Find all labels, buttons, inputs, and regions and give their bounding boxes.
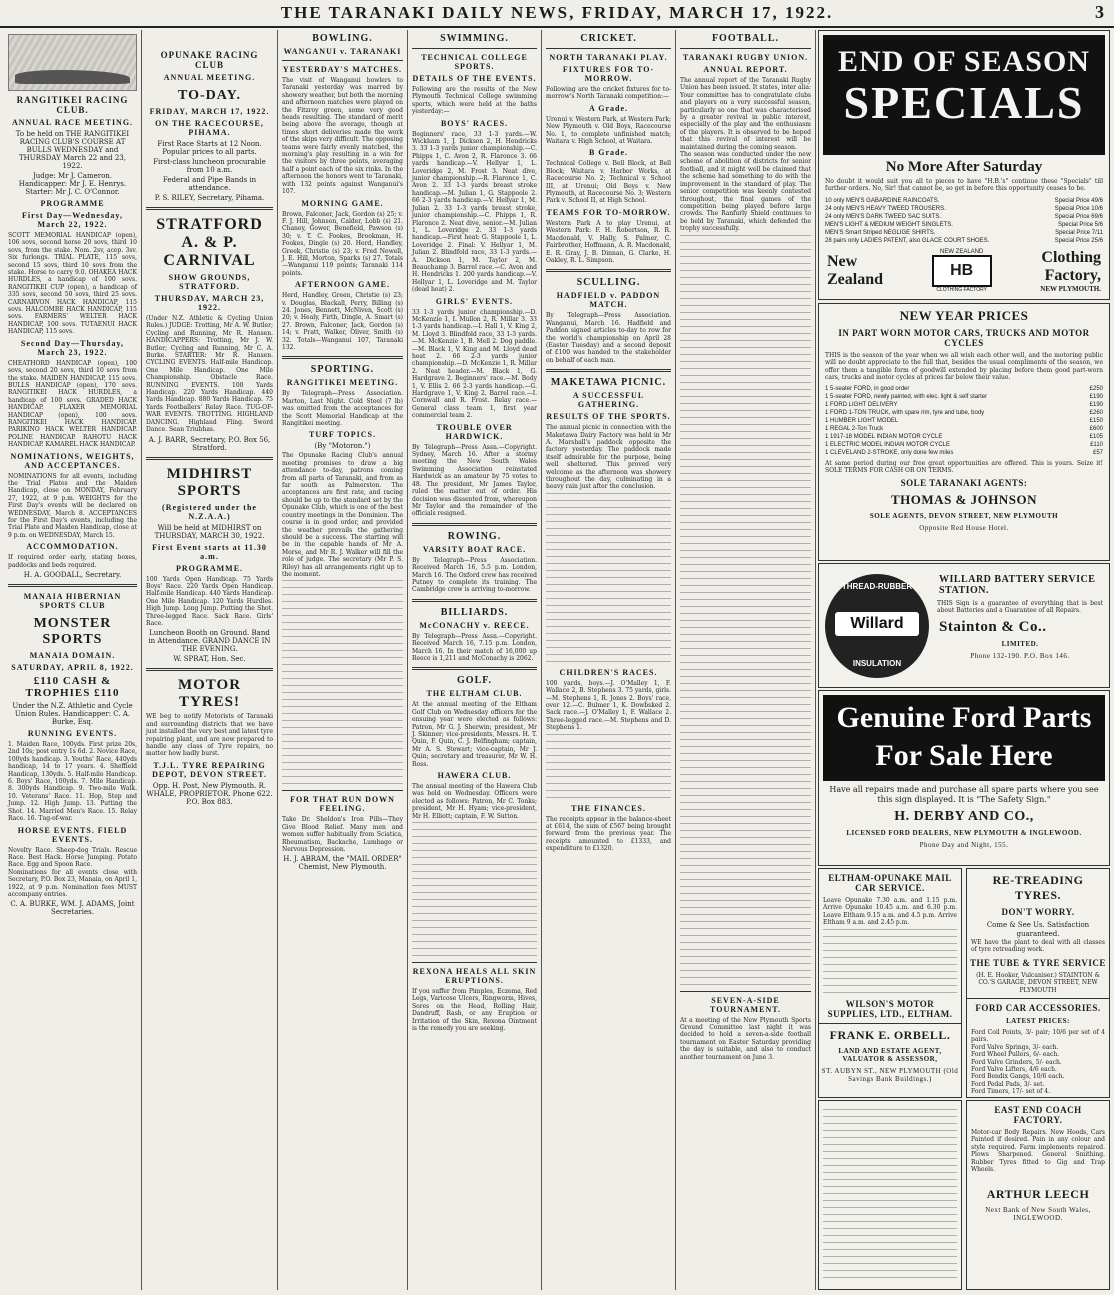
- body-text: If required order early, stating boxes, paddocks and beds required.: [8, 554, 137, 569]
- price-value: £600: [1089, 425, 1103, 432]
- price-row: [819, 205, 1109, 213]
- nz-label: New Zealand: [827, 252, 884, 288]
- article-text: By Telegraph—Press Association. Received March 16, 5.5 p.m. London, March 16. The Oxford crew has received Putney to complete its training. The Cambridge crew is arriving to-morrow.: [412, 556, 537, 594]
- price-item: 10 only MEN'S GABARDINE RAINCOATS.: [825, 197, 940, 204]
- column-2: [142, 30, 278, 1290]
- sub-heading: TEAMS FOR TO-MORROW.: [546, 207, 671, 217]
- price-value: Special Price 7/11: [1055, 229, 1103, 236]
- sub-heading: TURF TOPICS.: [309, 430, 376, 440]
- section-heading: ANNUAL MEETING.: [163, 73, 256, 82]
- sub-heading: A Grade.: [588, 103, 629, 113]
- willard-logo: THREAD-RUBBER Willard INSULATION: [825, 574, 929, 678]
- ford-banner: Genuine Ford Parts For Sale Here: [823, 695, 1105, 781]
- sub-heading: TECHNICAL COLLEGE SPORTS.: [421, 53, 528, 71]
- section-title: MAKETAWA PICNIC.: [550, 377, 667, 389]
- day-heading: First Day—Wednesday, March 22, 1922.: [22, 211, 123, 229]
- price-value: £260: [1089, 409, 1103, 416]
- sub-heading: CHILDREN'S RACES.: [559, 667, 658, 677]
- signature: H. A. GOODALL, Secretary.: [23, 571, 122, 580]
- section-title: FOOTBALL.: [711, 33, 780, 44]
- ad-heading: REXONA HEALS ALL SKIN ERUPTIONS.: [412, 967, 537, 986]
- signature: A. J. BARR, Secretary, P.O. Box 56, Stratford.: [148, 435, 271, 452]
- new-year-prices-ad: [818, 303, 1110, 561]
- sub-heading: TROUBLE OVER HARDWICK.: [436, 422, 513, 441]
- nominations-text: NOMINATIONS for all events, including the Trial Plates and the Maiden Handicap, close on MONDAY, February 27, 1922, at 9 p.m. WEIGHTS for the First Day's events will be declared on WEDNESDAY, March 8. ACCEPTANCES for the First Day's events, including the Trial Plate and Maiden Handicap, close at 9 p.m. on WEDNESDAY, March 15.: [8, 472, 137, 539]
- sub-heading: AFTERNOON GAME.: [295, 280, 390, 290]
- signature: W. SPRAT, Hon. Sec.: [173, 655, 246, 664]
- price-list: [819, 197, 1109, 245]
- event-list: 1. Maiden Race, 100yds. First prize 20s, 2nd 10s; post entry 1s 6d. 2. Novice Race, 100yds handicap. 3. Youths' Race, 440yds handicap, 14 to 17 years. 4. Sheffield Handicap, 130yds. 5. Half-mile Handicap. 6. Boys' Race, 100yds. 7. Mile Handicap. 8. 300yds Handicap. 9. Two-mile Walk. 10. Veterans' Race. 11. Hop, Step and Jump. 12. High Jump. 13. Putting the Shot. 14. Married Men's Race. 15. Relay Race. 16. Tug-of-war.: [8, 741, 137, 823]
- hb-logo: NEW ZEALAND HB CLOTHING FACTORY: [932, 249, 992, 293]
- address: Opp. H. Post, New Plymouth. R. WHALE, PROPRIETOR. Phone 622. P.O. Box 883.: [146, 781, 273, 806]
- article-text: The season was conducted under the new scheme of abolition of districts for senior football, and it might well be claimed that the scheme had something to do with the improvement in the standard of play. The senior competition was keenly contested throughout, the final games of the competition being played before large crowds. The Ranfurly Shield continues to be held by Taranaki, which defended the trophy successfully.: [680, 151, 811, 233]
- article-text: By Telegraph—Press Association. Marton, Last Night. Cold Steel (7 lb) was omitted from the acceptances for the Scott Memorial Handicap at the Rangitikei meeting.: [282, 390, 403, 428]
- frank-sub: LAND AND ESTATE AGENT, VALUATOR & ASSESSOR,: [838, 1046, 942, 1063]
- agents-label: SOLE TARANAKI AGENTS:: [900, 478, 1028, 489]
- accessory-item: Ford Coil Points, 3/- pair; 10/6 per set of 4 pairs.: [971, 1029, 1105, 1044]
- location: SHOW GROUNDS, STRATFORD.: [168, 273, 251, 291]
- retreading-continued: [818, 1100, 962, 1290]
- sub-heading: GIRLS' EVENTS.: [435, 296, 514, 306]
- sub-heading: RESULTS OF THE SPORTS.: [546, 412, 671, 422]
- section-heading: ACCOMMODATION.: [26, 542, 119, 552]
- ad-text: If you suffer from Pimples, Eczema, Red Legs, Varicose Ulcers, Ringworm, Hives, Sores on the Head, Rolling Hair, Dandruff, Rash, or any Eruption or Irritation of the Skin, Rexona Ointment is the remedy you are seeking.: [412, 988, 537, 1033]
- column-4: [408, 30, 542, 1290]
- price-value: Special Price 5/6: [1057, 221, 1103, 228]
- section-heading: NOMINATIONS, WEIGHTS, AND ACCEPTANCES.: [10, 451, 135, 470]
- sub-heading: BOYS' RACES.: [440, 118, 509, 128]
- sub-heading: MORNING GAME.: [301, 198, 384, 208]
- signature: P. S. RILEY, Secretary, Pihama.: [154, 194, 265, 202]
- article-text: The receipts appear in the balance-sheet at £614, the sum of £567 being brought forward from the previous year. The receipts amounted to £1333, and expenditure to £1320.: [546, 815, 671, 853]
- price-item: 1 5-seater FORD, newly painted, with elec. light & self starter: [825, 393, 988, 400]
- article-text: Brown, Falconer, Jack, Gordon (s) 25; v. F. J. Hill, Johnson, Calder, Lobb (s) 21. Chaney, Gower, Benefield, Pawson (s) 30; v. T. C. Fookes, Brookman, H. Fookes, Dingle (s) 20. Herd, Handley, Greek, Christie (s) 23; v. Fred Newell, J. E. Hill, Morton, Sparks (s) 27. Totals—Wanganui 119 points; Taranaki 114 points.: [282, 210, 403, 277]
- wilsons-name: WILSON'S MOTOR SUPPLIES, LTD., ELTHAM.: [827, 998, 953, 1019]
- section-heading: PROGRAMME.: [175, 563, 244, 573]
- derby-phone: Phone Day and Night, 155.: [919, 841, 1009, 849]
- coach-title: EAST END COACH FACTORY.: [994, 1105, 1082, 1125]
- price-item: 1 ELECTRIC MODEL INDIAN MOTOR CYCLE: [825, 441, 951, 448]
- price-row: [819, 425, 1109, 433]
- closing-text: Nominations for all events close with Secretary, P.O. Box 23, Manaia, on April 1, 1922, at 9 p.m. Nomination fees MUST accompany entries.: [8, 868, 137, 898]
- event-date: SATURDAY, APRIL 8, 1922.: [11, 663, 134, 673]
- latest-prices-label: LATEST PRICES:: [1006, 1017, 1070, 1026]
- sub-heading: ANNUAL REPORT.: [703, 65, 788, 74]
- price-value: £57: [1092, 449, 1103, 456]
- agent-address: SOLE AGENTS, DEVON STREET, NEW PLYMOUTH: [869, 512, 1059, 521]
- price-item: MEN'S Smart Striped NEGLIGE SHIRTS.: [825, 229, 936, 236]
- accessory-item: Ford Valve Lifters, 4/6 each.: [971, 1066, 1057, 1074]
- event-title: STRATFORD A. & P. CARNIVAL: [156, 216, 263, 269]
- sub-heading: NORTH TARANAKI PLAY.: [549, 53, 668, 62]
- ad-signature: H. J. ABRAM, the "MAIL ORDER" Chemist, New Plymouth.: [283, 855, 402, 872]
- agent-name: THOMAS & JOHNSON: [891, 492, 1037, 508]
- willard-text: THIS Sign is a guarantee of everything that is best about Batteries and a Guarantee of all Repairs.: [937, 600, 1103, 615]
- price-item: 1 5-seater FORD, in good order: [825, 385, 910, 392]
- nyp-text: THIS is the season of the year when we all wish each other well, and the motoring public will no doubt appreciate to the full that, besides the usual compliments of the season, we offer them a tangible form of goodwill extended by placing before them good part-worn cars, trucks and motor cycles at prices far below their value.: [825, 352, 1103, 382]
- section-heading: PROGRAMME: [40, 199, 105, 208]
- mail-text: Leave Opunake 7.30 a.m. and 1.15 p.m. Arrive Opunake 10.45 a.m. and 6.30 p.m. Leave Eltham 9.15 a.m. and 4.5 p.m. Arrive Eltham 9 a.m. and 2.45 p.m.: [823, 897, 957, 927]
- day-heading: Second Day—Thursday, March 23, 1922.: [20, 338, 125, 357]
- accessory-item: Ford Pedal Pads, 3/- set.: [971, 1080, 1045, 1088]
- car-price-list: [819, 385, 1109, 457]
- article-text: Following are the results of the New Plymouth Technical College swimming sports, which were held at the baths yesterday:—: [412, 86, 537, 116]
- coach-text: Motor-car Body Repairs. New Hoods, Cars Painted if desired. Pain in any colour and style required. Farm implements repaired. Plows Sharpened. General Smithing. Rubber Tyres fitted to Gig and Trap Wheels.: [971, 1129, 1105, 1174]
- officials-text: Judge: Mr J. Cameron. Handicapper: Mr J. E. Henrys. Starter: Mr J. C. O'Connor.: [18, 172, 127, 196]
- section-heading: RUNNING EVENTS.: [27, 729, 118, 739]
- event-date: THURSDAY, MARCH 23, 1922.: [154, 294, 265, 312]
- price-row: [819, 449, 1109, 457]
- willard-battery-ad: [818, 563, 1110, 688]
- sub-heading: HADFIELD v. PADDON MATCH.: [556, 291, 661, 310]
- nyp-subtitle: IN PART WORN MOTOR CARS, TRUCKS AND MOTOR CYCLES: [838, 328, 1090, 348]
- sub-heading: B Grade.: [588, 148, 629, 158]
- section-title: SWIMMING.: [440, 33, 509, 44]
- nyp-sale-text: At same period during our free great opportunities are offered. This is yours. Seize it! SOLE TERMS FOR CASH OR ON TERMS.: [825, 459, 1103, 475]
- section-title: SCULLING.: [576, 277, 641, 289]
- leech-address: Next Bank of New South Wales, INGLEWOOD.: [985, 1206, 1091, 1223]
- price-value: £150: [1089, 417, 1103, 424]
- price-row: [819, 229, 1109, 237]
- section-title: ROWING.: [447, 530, 502, 542]
- sub-heading: A SUCCESSFUL GATHERING.: [572, 391, 645, 410]
- club-title: MANAIA HIBERNIAN SPORTS CLUB: [23, 592, 122, 611]
- price-item: 1 FORD LIGHT DELIVERY: [825, 401, 898, 408]
- hb-brand-row: [819, 245, 1109, 297]
- article-text: Following are the cricket fixtures for to-morrow's North Taranaki competition:—: [546, 86, 671, 101]
- column-5: [542, 30, 676, 1290]
- body-text: First-class luncheon procurable from 10 a.m.: [153, 158, 266, 174]
- section-title: CRICKET.: [580, 33, 637, 44]
- sub-heading: THE ELTHAM CLUB.: [426, 689, 523, 699]
- column-6: [676, 30, 816, 1290]
- price-item: 1 CLEVELAND 2-STROKE, only done few miles: [825, 449, 954, 456]
- race-horses-illustration: [8, 34, 137, 91]
- price-value: £250: [1089, 385, 1103, 392]
- page-number: 3: [1095, 2, 1104, 22]
- results-text: 100 yards, boys.—J. O'Malley 1, F. Wallace 2, B. Stephens 3. 75 yards, girls.—M. Stephens 1, R. Jones 2. Boys' race, over 12.—C. Bulmer 1, K. Dowbsked 2. Sack race.—J. O'Malley 1, F. Wallace 2. Three-legged race.—M. Stephens and D. Stephens 1.: [546, 679, 671, 732]
- article-text: The annual picnic in connection with the Maketawa Dairy Factory was held in Mr A. Marshall's paddock opposite the factory yesterday. The paddock made itself admirable for the purpose, being well sheltered. This proved very welcome as the afternoon was showery throughout the day, culminating in a heavy rain just after the conclusion.: [546, 424, 671, 491]
- price-item: 28 pairs only LADIES PATENT, also GLACE COURT SHOES.: [825, 237, 990, 244]
- article-text: The visit of Wanganui bowlers to Taranaki yesterday was marred by showery weather, but both the morning and afternoon matches were played on the Fitzroy green, some very good heads resulting. The standard of merit being above the average, though at times short deliveries made the work of the skips very difficult. The opposing teams were fairly evenly matched, the morning's play resulting in a win for the visitors by three points, averaging half a point each of the six rinks. In the afternoon the honors went to Taranaki, with 132 points against Wanganui's 107.: [282, 77, 403, 196]
- agent-address-2: Opposite Red House Hotel.: [919, 524, 1009, 533]
- race-list: SCOTT MEMORIAL HANDICAP (open), 106 sovs, second horse 20 sovs, third 10 sovs, from the stake. Nom. 2sv, acep. 3sv. Six furlongs. TRIAL PLATE, 115 sovs, second 15 sovs, third 10 sovs from the stake. Horse to carry 9.0. OHAKEA HACK HURDLES, a handicap of 100 sovs. RANGITIKEI CUP (open), a handicap of 335 sovs, second 50 sovs, third 25 sovs. CARNARVON HACK HANDICAP, 115 sovs. HALCOMBE HACK HANDICAP, 115 sovs. FARMERS' WELTER HACK HANDICAP, 100 sovs. TUTAENUI HACK HANDICAP, 115 sovs.: [8, 232, 137, 336]
- mail-car-ad: [818, 868, 962, 1098]
- results-text: 33 1-3 yards junior championship.—D. McKenzie 1, I. Mullon 2, R. Millar 3. 33 1-3 yards handicap.—I. Hall 1, V. King 2, M. Lloyd 3. Blindfold race, 33 1-3 yards.—M. McKenzie 1, B. Mell 2. Dog paddle.—M. Black 1, V. King and M. Lloyd dead heat 2. 66 2-3 yards junior championship.—D. McKenzie 1, R. Millar 2. Neat header.—M. Black 1, G. Hardgrave 2. Beginners' race.—M. Body 1, V. Ellis 2. 66 2-3 yards handicap.—G. Hardgrave 1, V. King 2. Barrel race.—I. Cornwall and R. Frost. Relay race.—General class team 1, first year commercial team 2.: [412, 308, 537, 420]
- article-text: By Telegraph—Press Assn.—Copyright. Received March 16, 7.15 p.m. London, March 16. In their match of 16,000 up Reece is 1,211 and McConachy is 2062.: [412, 632, 537, 662]
- section-heading: ANNUAL RACE MEETING.: [11, 118, 134, 127]
- club-title: OPUNAKE RACING CLUB: [160, 50, 259, 70]
- price-value: Special Price 25/6: [1054, 237, 1103, 244]
- eos-banner: [823, 35, 1105, 155]
- location: ON THE RACECOURSE, PIHAMA.: [155, 119, 264, 137]
- tube-service-name: THE TUBE & TYRE SERVICE: [970, 957, 1106, 968]
- eos-heading: END OF SEASON: [838, 45, 1090, 78]
- byline: (By "Motoron."): [314, 442, 371, 451]
- article-text: By Telegraph—Press Association. Wanganui, March 16. Hadfield and Paddon signed articles to-day to row for the world's championship on April 28 (Easter Tuesday) and a second deposit of £100 was handed to the stakeholder on behalf of each man.: [546, 312, 671, 364]
- article-text: At the annual meeting of the Eltham Golf Club on Wednesday officers for the ensuing year were elected as follows: Patron, Mr G. J. Sherwin; president, Mr J. Skinner; vice-presidents, Messrs. H. T. Quin, F. Quin, C. J. Belfingham; captain, Mr A. S. Stewart; vice-captain, Mr J. Quin; secretary and treasurer, Mr W. H. Ross.: [412, 701, 537, 768]
- price-item: 1 REGAL 2-Ton Truck: [825, 425, 884, 432]
- ford-text: Have all repairs made and purchase all spare parts where you see this sign displayed. It is "The Safety Sign.": [829, 785, 1099, 804]
- event-date: FRIDAY, MARCH 17, 1922.: [149, 107, 270, 116]
- stainton-name: Stainton & Co..: [939, 618, 1047, 635]
- price-row: [819, 401, 1109, 409]
- match-heading: WANGANUI v. TARANAKI: [283, 47, 402, 56]
- stainton-sub: LIMITED.: [1001, 639, 1039, 648]
- stainton-phone: Phone 132-190. P.O. Box 146.: [970, 651, 1070, 660]
- price-row: [819, 417, 1109, 425]
- sub-heading: THE FINANCES.: [571, 803, 646, 813]
- fixture-text: Technical College v. Bell Block, at Bell Block; Waitara v. Harbor Works, at Racecourse No. 2; Technical v. School III, at Urenui; Old Boys v. New Plymouth, at Racecourse No. 3; Western Park v. School II, at High School.: [546, 160, 671, 205]
- price-row: [819, 385, 1109, 393]
- location: MANAIA DOMAIN.: [29, 651, 116, 661]
- fixture-text: Urenui v. Western Park, at Western Park; New Plymouth v. Old Boys, Racecourse No. 1, to complete unfinished match; Waitara v. High School, at Waitara.: [546, 115, 671, 146]
- programme-text: (Under N.Z. Athletic & Cycling Union Rules.) JUDGE: Trotting, Mr A. W. Butler; Cycling and Running, Mr R. Hansen. HANDICAPPERS: Trotting, Mr J. W. Butler; Cycling and Running, Mr C. A. Burke. STARTER: Mr R. Hansen. CYCLING EVENTS. Half-mile Handicap. One Mile Handicap. One Mile Championship. Obstacle Race. RUNNING EVENTS. 100 Yards Handicap. 220 Yards Handicap. 440 Yards Handicap. 880 Yards Handicap. 75 Yards Footballers' Relay Race. TUG-OF-WAR EVENTS. TROTTING. HIGHLAND DANCING. Highland Fling. Sword Dance. Sean Triubhas.: [146, 315, 273, 434]
- section-title: BOWLING.: [312, 33, 373, 44]
- price-value: £110: [1090, 441, 1103, 448]
- column-3: [278, 30, 408, 1290]
- masthead: [0, 0, 1114, 28]
- retreading-ad: [966, 868, 1110, 1098]
- tube-service-address: (H. E. Hooker, Vulcaniser.) STAINTON & CO.'S GARAGE, DEVON STREET, NEW PLYMOUTH: [976, 971, 1100, 994]
- derby-sub: LICENSED FORD DEALERS, NEW PLYMOUTH & INGLEWOOD.: [846, 829, 1082, 837]
- ford-parts-ad: [818, 690, 1110, 866]
- accessory-item: Ford Wheel Pullers, 6/- each.: [971, 1051, 1060, 1059]
- prize-banner: £110 CASH & TROPHIES £110: [25, 675, 120, 700]
- sub-heading: SEVEN-A-SIDE TOURNAMENT.: [710, 995, 781, 1014]
- end-of-season-ad: [818, 30, 1110, 300]
- accessory-item: Ford Bendix Gangs, 10/6 each.: [971, 1073, 1065, 1081]
- article-text: The annual meeting of the Hawera Club was held on Wednesday. Officers were elected as follows: Patron, Mr C. Tonks; president, Mr H. Hyam; vice-president, Mr H. Elliott; captain, F. W. Sutton.: [412, 783, 537, 820]
- advertisements-column: [818, 30, 1110, 1290]
- sub-heading: YESTERDAY'S MATCHES.: [282, 65, 403, 74]
- price-row: [819, 197, 1109, 205]
- body-text: Will be held at MIDHIRST on THURSDAY, MARCH 30, 1922.: [154, 523, 265, 540]
- eos-deadline: No More After Saturday: [885, 159, 1043, 175]
- accessory-list: [967, 1029, 1109, 1096]
- rules-text: Under the N.Z. Athletic and Cycle Union Rules. Handicapper: C. A. Burke, Esq.: [12, 702, 133, 727]
- ad-text: WE beg to notify Motorists of Taranaki and surrounding districts that we have just installed the very best and latest tyre repairing plant, and are now prepared to handle any class of Tyre repairs, no matter how badly burst.: [146, 713, 274, 758]
- price-row: [819, 393, 1109, 401]
- factory-label: Clothing Factory, NEW PLYMOUTH.: [1040, 248, 1101, 293]
- body-text: Luncheon Booth on Ground. Band in Attendance. GRAND DANCE IN THE EVENING.: [148, 629, 271, 654]
- ad-text: Take Dr. Sheldon's Iron Pills—They Give Blood Relief. Many men and women suffer habitually from Sciatica, Rheumatism, Backache, Lumbago or Nervous Depression.: [282, 816, 403, 853]
- accessory-item: Ford Valve Springs, 3/- each.: [971, 1043, 1059, 1051]
- section-heading: First Event starts at 11.30 a.m.: [152, 542, 267, 561]
- section-title: BILLIARDS.: [440, 606, 509, 618]
- mail-title: ELTHAM-OPUNAKE MAIL CAR SERVICE.: [828, 873, 952, 893]
- willard-title: WILLARD BATTERY SERVICE STATION.: [939, 574, 1096, 596]
- price-value: £190: [1089, 401, 1103, 408]
- ford-acc-title: FORD CAR ACCESSORIES.: [975, 1003, 1101, 1014]
- frank-address: ST. AUBYN ST., NEW PLYMOUTH (Old Savings Bank Buildings.): [821, 1066, 959, 1083]
- sub-heading: DETAILS OF THE EVENTS.: [412, 74, 537, 83]
- event-list: Novelty Race. Sheep-dog Trials. Rescue Race. Best Hack. Horse Jumping. Potato Race. Egg and Spoon Race.: [8, 846, 137, 869]
- nyp-title: NEW YEAR PRICES: [899, 308, 1029, 323]
- price-item: 1 HUMBER LIGHT MODEL: [825, 417, 899, 424]
- race-list: CHEATHORD HANDICAP (open), 100 sovs, second 20 sovs, third 10 sovs from the stake. MAIDEN HANDICAP, 115 sovs. BULLS HANDICAP (open), 170 sovs. RANGITIKEI HACK HURDLES, a handicap of 100 sovs. GRADED HACK HANDICAP. FLAXER MEMORIAL HANDICAP (open), 100 sovs. RANGITIKEI HACK HANDICAP. PARIKINO HACK WELTER HANDICAP. POLINE HANDICAP. RAHOTU HACK HANDICAP. KAMAREL HACK HANDICAP.: [8, 359, 137, 449]
- retread-title: RE-TREADING TYRES.: [992, 873, 1084, 902]
- event-title: MIDHIRST SPORTS: [166, 465, 253, 499]
- company-name: T.J.L. TYRE REPAIRING DEPOT, DEVON STREET.: [152, 760, 267, 779]
- article-text: By Telegraph—Press Assn.—Copyright. Sydney, March 16. After a stormy meeting the New South Wales Swimming Association reinstated Hardwick as an amateur by 75 votes to 48. The president, Mr James Taylor, ruled the matter out of order. His decision was dissented from, whereupon Mr Taylor and the remainder of the officials resigned.: [412, 443, 537, 518]
- section-heading: HORSE EVENTS. FIELD EVENTS.: [17, 825, 128, 844]
- price-value: £190: [1089, 393, 1103, 400]
- eos-text: No doubt it would suit you all to pieces to have "H.B.'s" continue these "Specials" till further orders. No, Sir! that cannot be, so get in before this opportunity ceases to be.: [825, 178, 1103, 193]
- price-item: 24 only MEN'S DARK TWEED SAC SUITS.: [825, 213, 942, 220]
- section-title: GOLF.: [457, 675, 492, 687]
- event-title: MONSTER SPORTS: [33, 616, 112, 648]
- section-title: SPORTING.: [310, 364, 375, 376]
- body-text: First Race Starts at 12 Noon. Popular prices to all parts.: [157, 140, 262, 156]
- price-row: [819, 441, 1109, 449]
- price-value: Special Price 10/6: [1054, 205, 1103, 212]
- intro-text: To be held on THE RANGITIKEI RACING CLUB'S COURSE AT BULLS WEDNESDAY and THURSDAY March 22 and 23, 1922.: [15, 130, 130, 170]
- ad-title: MOTOR TYRES!: [177, 677, 242, 711]
- body-text: Federal and Pipe Bands in attendance.: [162, 176, 257, 192]
- today-heading: TO-DAY.: [178, 88, 241, 103]
- section-heading: (Registered under the N.Z.A.A.): [162, 502, 257, 521]
- event-list: 100 Yards Open Handicap. 75 Yards Boys' Race. 220 Yards Open Handicap. Half-mile Handicap. 440 Yards Handicap. One Mile Handicap. 120 Yards Hurdles. High Jump. Long Jump. Putting the Shot. Three-legged Race. Sack Race. Girls' Race.: [146, 575, 273, 627]
- coach-factory-ad: [966, 1100, 1110, 1290]
- leech-name: ARTHUR LEECH: [986, 1187, 1090, 1202]
- column-1: [4, 30, 142, 1290]
- price-value: Special Price 49/6: [1054, 197, 1103, 204]
- newspaper-title: THE TARANAKI DAILY NEWS, FRIDAY, MARCH 17, 1922.: [280, 3, 834, 22]
- price-row: [819, 213, 1109, 221]
- price-item: 1 FORD 1-TON TRUCK, with spare rim, tyre and tube, body: [825, 409, 985, 416]
- frank-name: FRANK E. ORBELL.: [829, 1027, 951, 1042]
- derby-name: H. DERBY AND CO.,: [894, 809, 1034, 824]
- sub-heading: HAWERA CLUB.: [437, 771, 512, 781]
- price-row: [819, 433, 1109, 441]
- retread-sub: DON'T WORRY.: [1001, 907, 1075, 917]
- article-text: At a meeting of the New Plymouth Sports Ground Committee last night it was decided to hold a seven-a-side football tournament on Easter Saturday providing the day is suitable, and also to conduct another tournament on June 3.: [680, 1016, 811, 1061]
- results-text: Beginners' race, 33 1-3 yards.—W. Wickham 1, J. Dickson 2, H. Hendricks 3. 33 1-3 yards junior championship.—C. Phipps 1, C. Avon 2, R. Flaronce 3. 66 yards handicap.—V. Hellyar 1, L. Loveridge 2, M. Frost 3. Neat dive, junior championship.—R. Flaronce 1, C. Avon 2. 33 1-3 yards breast stroke handicap.—M. Julian 1, G. Stappoole 2. 66 2-3 yards handicap.—V. Hellyar 1, M. Julian 2. 33 1-3 yards breast stroke, junior championship.—C. Phipps 1, R. Flaronce 2. Neat dive, senior.—M. Julian 1, L. Loveridge 2. 33 1-3 yards handicap.—First heat: G. Stappoole 1, L. Loveridge 2. Final: V. Hellyar 1, M. Julian 2. Blindfold race, 33 1-3 yards.—A. Dickson 1, M. Taylor 2, M. Beauchamp 3. Barrel race.—C. Avon and H. Hendricks 1. 200 yards handicap.—V. Hellyar 1, L. Loveridge and M. Taylor (dead heat) 2.: [412, 130, 537, 294]
- article-text: The annual report of the Taranaki Rugby Union has been issued. It states, inter alia: Your committee has to congratulate clubs and players on a very successful season, particularly so one that was characterised by a greater revival in public interest, especially of the play and the enthusiasm of the players. It is observed to be hoped that this revival of interest will be maintained during the coming season.: [680, 77, 811, 151]
- article-text: Herd, Handley, Green, Christie (s) 23; v. Douglas, Blackall, Perry, Billing (s) 24. Jones, Bennett, McNiven, Scott (s) 20; v. Healy, Firth, Dingle, A. Smart (s) 27. Brown, Falconer, Jack, Gordon (s) 14; v. Pratt, Walker, Oliver, Smith (s) 32. Totals—Wanganui 107, Taranaki 132.: [282, 292, 403, 351]
- price-value: £105: [1089, 433, 1103, 440]
- sub-heading: McCONACHY v. REECE.: [419, 620, 530, 630]
- sub-heading: RANGITIKEI MEETING.: [286, 378, 399, 388]
- sub-heading: TARANAKI RUGBY UNION.: [682, 53, 809, 62]
- ad-heading: FOR THAT RUN DOWN FEELING.: [290, 795, 395, 814]
- price-value: Special Price 69/6: [1054, 213, 1103, 220]
- signature: C. A. BURKE, WM. J. ADAMS, Joint Secretaries.: [10, 900, 135, 917]
- price-item: 24 only MEN'S HEAVY TWEED TROUSERS.: [825, 205, 946, 212]
- price-item: MEN'S LIGHT & MEDIUM WEIGHT SINGLETS.: [825, 221, 953, 228]
- price-row: [819, 409, 1109, 417]
- retread-text-2: WE have the plant to deal with all classes of tyre retreading work.: [971, 939, 1105, 954]
- price-row: [819, 221, 1109, 229]
- accessory-item: Ford Timers, 17/- set of 4.: [971, 1088, 1050, 1096]
- eos-specials: SPECIALS: [843, 77, 1085, 128]
- article-text: The Opunake Racing Club's annual meeting promises to draw a big attendance to-day, patrons coming from all parts of Taranaki, and from as far south as Palmerston. The acceptances are first rate, and racing should be up to the standard set by the Opunake Club, which is one of the best country meetings in the Dominion. The course is in good order, and provided the weather prevails the gathering should be a success. The starting will be in the capable hands of Mr A. Morse, and Mr R. J. Walker will fill the role of judge. The secretary (Mr P. S. Riley) has all arrangements right up to the moment.: [282, 452, 403, 578]
- team-text: Western Park A to play Urenui, at Western Park: F. H. Robertson, R. R. Macdonald, V. Hally, S. Palmer, C. Fairbrother, Hoffmann, A. R. Macdonald, E. R. Gray, J. B. Dinnan, G. Clarke, H. Oakley, R. L. Simpson.: [546, 219, 671, 264]
- sub-heading: FIXTURES FOR TO-MORROW.: [562, 65, 655, 83]
- price-row: [819, 237, 1109, 245]
- price-item: 1 1917-18 MODEL INDIAN MOTOR CYCLE: [825, 433, 943, 440]
- accessory-item: Ford Valve Grinders, 5/- each.: [971, 1058, 1062, 1066]
- club-title: RANGITIKEI RACING CLUB.: [16, 95, 129, 115]
- sub-heading: VARSITY BOAT RACE.: [422, 544, 527, 554]
- retread-text: Come & See Us. Satisfaction guaranteed.: [986, 921, 1090, 938]
